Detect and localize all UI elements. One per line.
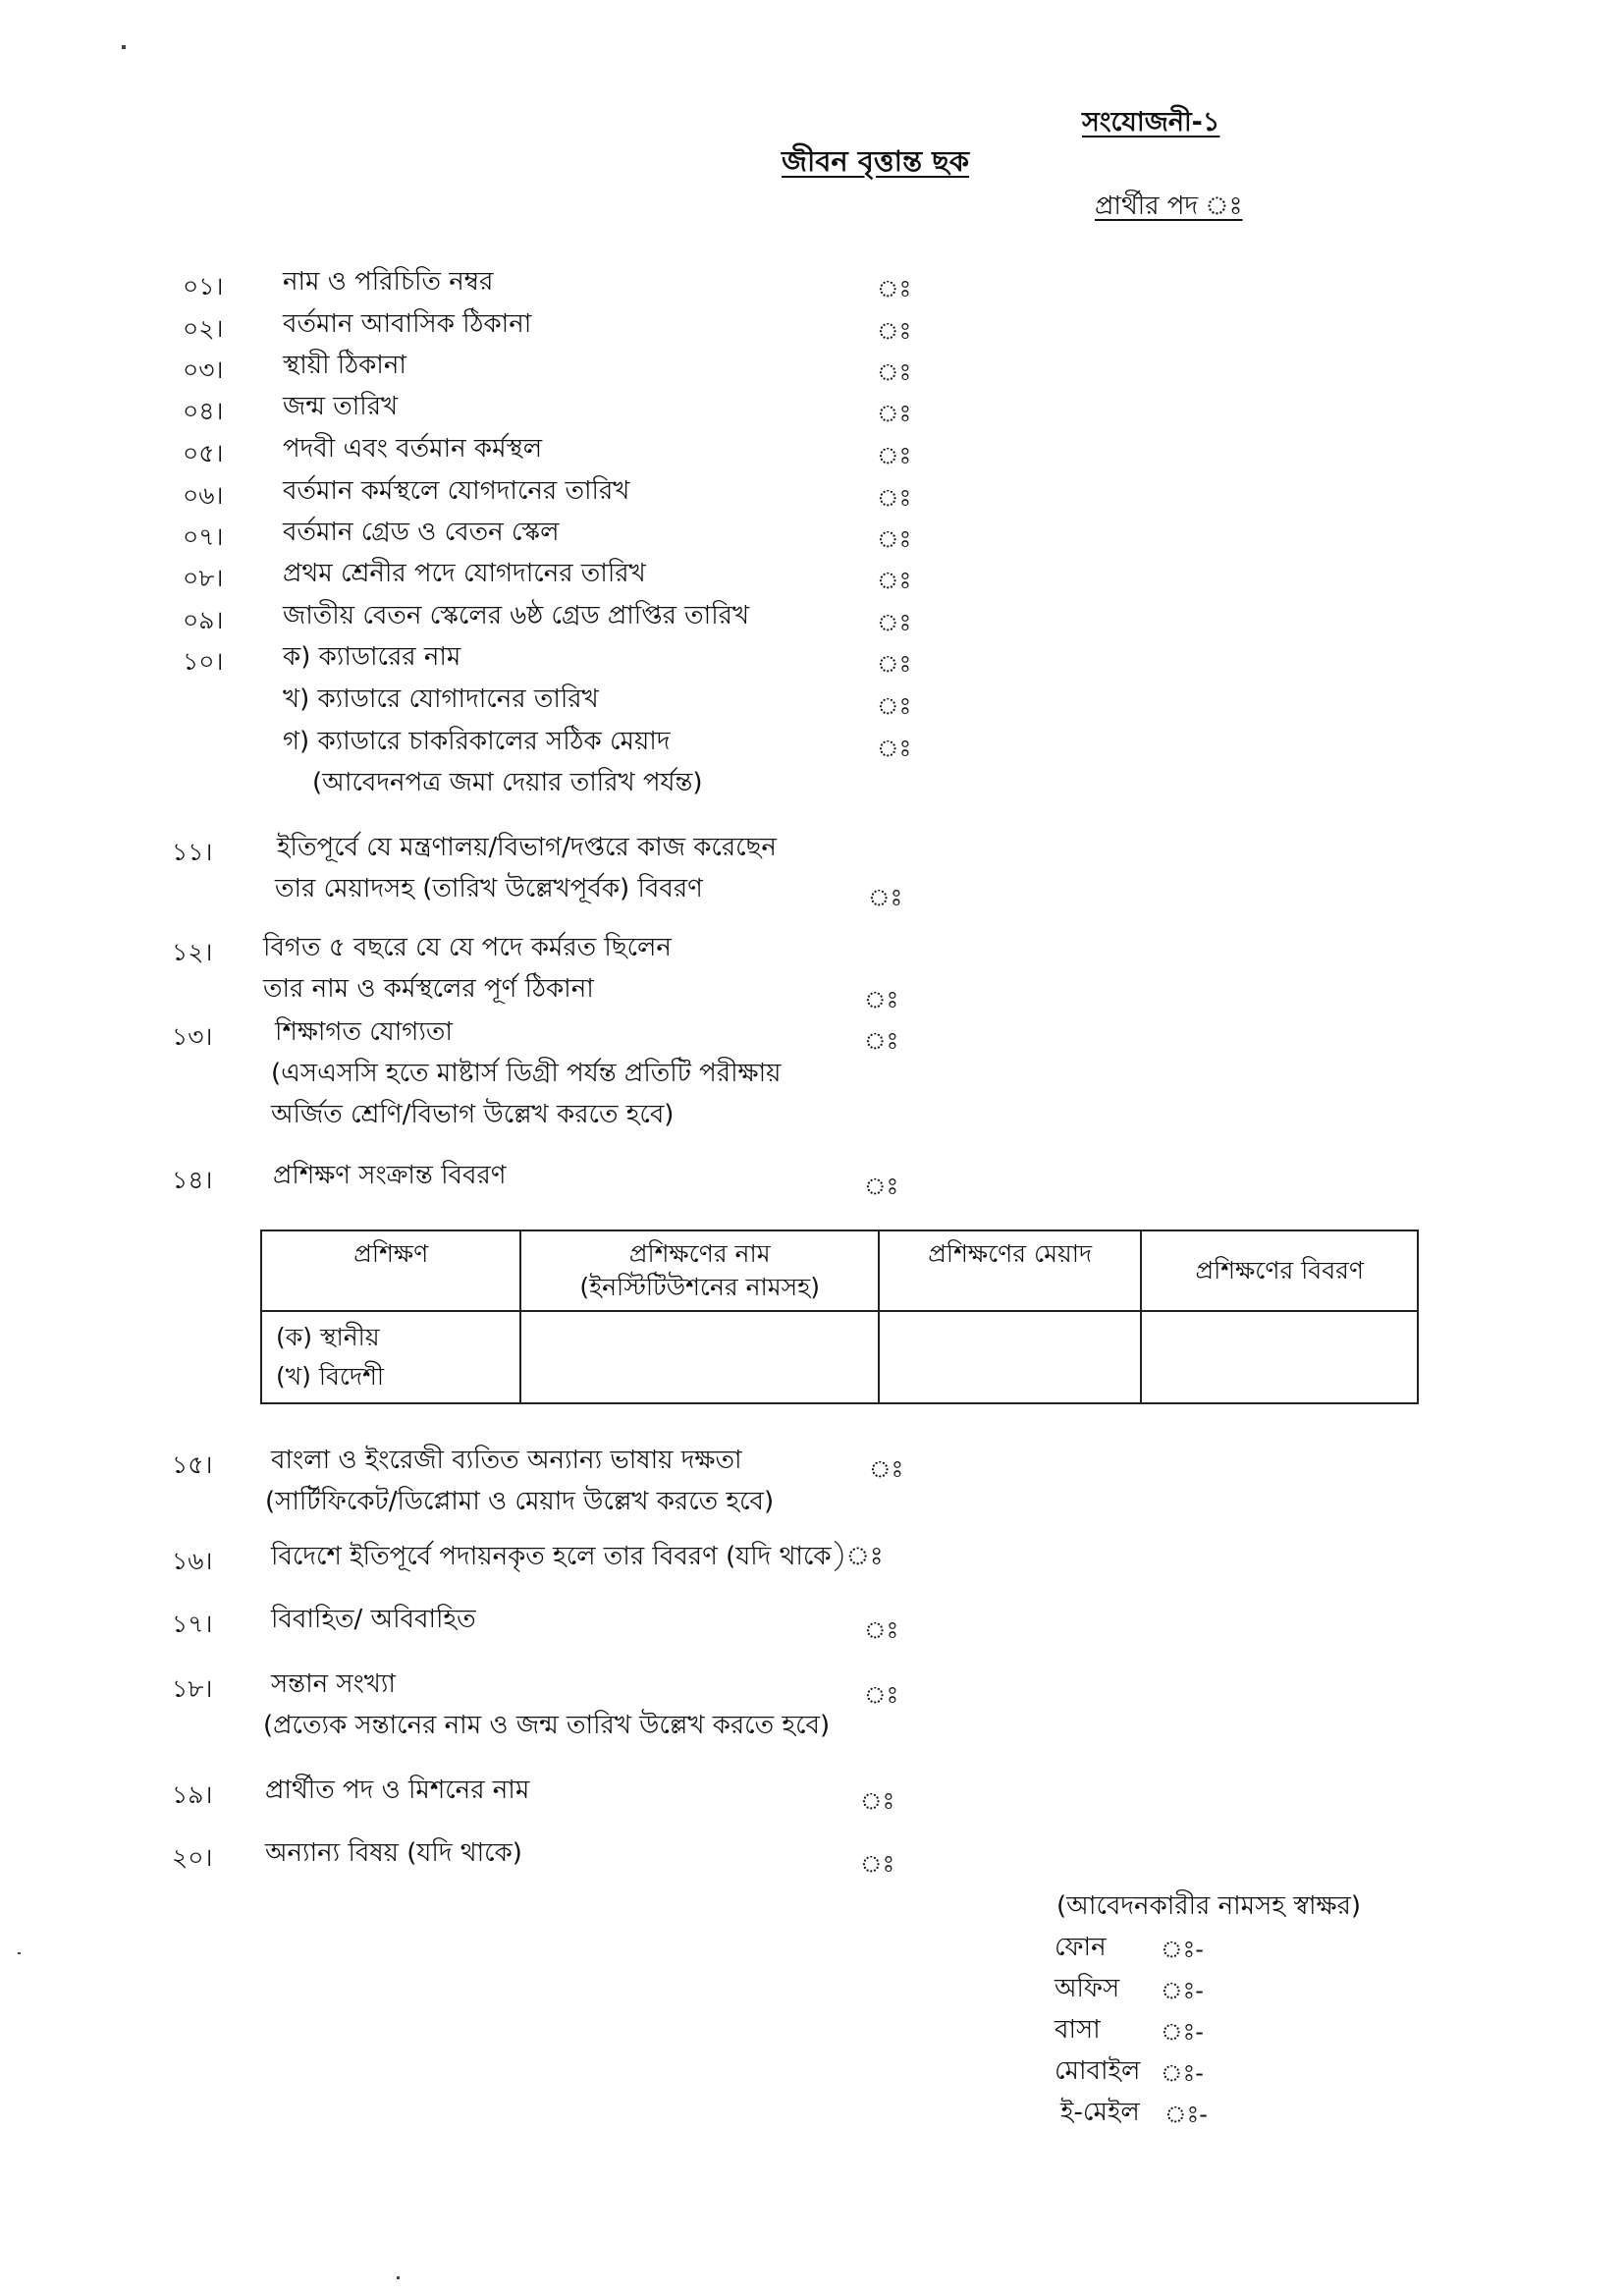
colon-separator: ঃ: [869, 1455, 904, 1483]
item-number: ১৯।: [172, 1780, 213, 1809]
item-number: ১৭।: [172, 1610, 213, 1638]
item-note: (প্রত্যেক সন্তানের নাম ও জন্ম তারিখ উল্লেখ করতে হবে): [263, 1711, 831, 1740]
colon-separator: ঃ: [877, 525, 912, 553]
contact-separator: ঃ-: [1161, 2018, 1204, 2046]
page-title: জীবন বৃত্তান্ত ছক: [782, 144, 970, 178]
item-number: ১১।: [172, 838, 213, 866]
table-header-cell: প্রশিক্ষণের বিবরণ: [1141, 1230, 1418, 1311]
colon-separator: ঃ: [877, 317, 912, 345]
training-table: [260, 1230, 1419, 1404]
annex-label: সংযোজনী-১: [1082, 107, 1220, 137]
item-number: ১২।: [172, 938, 213, 966]
contact-label-mobile: মোবাইল: [1055, 2056, 1141, 2086]
item-number: ১৮।: [172, 1674, 213, 1703]
contact-separator: ঃ-: [1161, 2059, 1204, 2087]
item-label: বর্তমান আবাসিক ঠিকানা: [283, 309, 532, 339]
item-sublabel: ক) ক্যাডারের নাম: [283, 642, 461, 672]
contact-separator: ঃ-: [1164, 2101, 1208, 2128]
item-label: নাম ও পরিচিতি নম্বর: [283, 267, 494, 297]
colon-separator: ঃ: [877, 484, 912, 512]
item-sublabel: খ) ক্যাডারে যোগাদানের তারিখ: [283, 684, 599, 714]
item-label: সন্তান সংখ্যা: [271, 1669, 396, 1699]
scan-speck: [397, 2276, 400, 2279]
colon-separator: ঃ: [877, 400, 912, 427]
table-header-row: [261, 1230, 1418, 1311]
colon-separator: ঃ: [864, 1173, 899, 1200]
colon-separator: ঃ: [877, 358, 912, 386]
item-number: ০৩।: [183, 355, 224, 384]
item-number: ১৩।: [172, 1022, 213, 1051]
item-label: বর্তমান গ্রেড ও বেতন স্কেল: [283, 518, 560, 547]
table-header-cell: প্রশিক্ষণ: [261, 1230, 520, 1311]
item-label: শিক্ষাগত যোগ্যতা: [275, 1017, 453, 1047]
item-label: স্থায়ী ঠিকানা: [283, 351, 406, 380]
row-label-foreign: (খ) বিদেশী: [276, 1362, 385, 1391]
item-number: ১৬।: [172, 1547, 213, 1575]
item-note: (এসএসসি হতে মাষ্টার্স ডিগ্রী পর্যন্ত প্রতিটি পরীক্ষায়: [271, 1059, 782, 1088]
colon-separator: ঃ: [877, 609, 912, 636]
item-sublabel: গ) ক্যাডারে চাকরিকালের সঠিক মেয়াদ: [283, 727, 671, 756]
item-label: প্রথম শ্রেনীর পদে যোগদানের তারিখ: [283, 559, 646, 588]
table-cell-blank: [520, 1311, 878, 1403]
item-label: বর্তমান কর্মস্থলে যোগদানের তারিখ: [283, 476, 630, 506]
colon-separator: ঃ: [877, 692, 912, 720]
item-number: ১৫।: [172, 1450, 213, 1479]
contact-label-email: ই-মেইল: [1060, 2098, 1140, 2127]
item-number: ০৫।: [183, 439, 224, 467]
table-cell-training-type: [261, 1311, 520, 1403]
item-label: ইতিপূর্বে যে মন্ত্রণালয়/বিভাগ/দপ্তরে কাজ করেছেন: [277, 833, 777, 862]
item-label: বিবাহিত/ অবিবাহিত: [271, 1605, 476, 1634]
item-label: তার মেয়াদসহ (তারিখ উল্লেখপূর্বক) বিবরণ: [275, 874, 703, 903]
item-note: (সার্টিফিকেট/ডিপ্লোমা ও মেয়াদ উল্লেখ করতে হবে): [265, 1487, 775, 1516]
contact-label-phone: ফোন: [1055, 1933, 1107, 1962]
item-number: ১০।: [183, 647, 224, 676]
table-cell-blank: [879, 1311, 1142, 1403]
colon-separator: ঃ: [877, 567, 912, 594]
item-label: প্রশিক্ষণ সংক্রান্ত বিবরণ: [273, 1161, 507, 1190]
contact-separator: ঃ-: [1161, 1977, 1204, 2004]
colon-separator: ঃ: [868, 884, 903, 911]
post-label: প্রার্থীর পদ ঃ: [1095, 191, 1243, 221]
item-label: অন্যান্য বিষয় (যদি থাকে): [265, 1838, 522, 1868]
colon-separator: ঃ: [864, 1616, 899, 1644]
item-number: ০৮।: [183, 564, 224, 592]
colon-separator: ঃ: [877, 735, 912, 762]
item-number: ০১।: [183, 272, 224, 301]
scan-speck: [122, 45, 126, 49]
contact-separator: ঃ-: [1161, 1936, 1204, 1963]
item-label: জাতীয় বেতন স্কেলের ৬ষ্ঠ গ্রেড প্রাপ্তির তারিখ: [283, 601, 750, 630]
row-label-local: (ক) স্থানীয়: [276, 1323, 380, 1351]
colon-separator: ঃ: [877, 650, 912, 678]
item-label: জন্ম তারিখ: [283, 392, 399, 421]
item-label: প্রার্থীত পদ ও মিশনের নাম: [265, 1776, 530, 1805]
colon-separator: ঃ: [864, 1027, 899, 1055]
colon-separator: ঃ: [877, 442, 912, 469]
signature-caption: (আবেদনকারীর নামসহ স্বাক্ষর): [1056, 1891, 1362, 1921]
colon-separator: ঃ: [860, 1850, 895, 1878]
colon-separator: ঃ: [864, 986, 899, 1013]
contact-label-home: বাসা: [1055, 2015, 1101, 2045]
contact-label-office: অফিস: [1055, 1974, 1120, 2003]
colon-separator: ঃ: [860, 1787, 895, 1815]
item-number: ০৪।: [183, 397, 224, 425]
table-header-cell: প্রশিক্ষণের নাম (ইনস্টিটিউশনের নামসহ): [520, 1230, 878, 1311]
item-number: ২০।: [172, 1843, 213, 1872]
colon-separator: ঃ: [864, 1681, 899, 1709]
item-label: তার নাম ও কর্মস্থলের পূর্ণ ঠিকানা: [263, 974, 594, 1004]
item-label: বাংলা ও ইংরেজী ব্যতিত অন্যান্য ভাষায় দক্ষতা: [271, 1446, 742, 1475]
item-number: ১৪।: [172, 1166, 213, 1194]
colon-separator: ঃ: [877, 275, 912, 302]
table-cell-blank: [1141, 1311, 1418, 1403]
item-label: বিদেশে ইতিপূর্বে পদায়নকৃত হলে তার বিবরণ (যদি থাকে)ঃ: [271, 1542, 884, 1571]
item-label: পদবী এবং বর্তমান কর্মস্থল: [283, 434, 543, 464]
item-number: ০৬।: [183, 481, 224, 510]
item-number: ০৭।: [183, 522, 224, 551]
scan-speck: [18, 1952, 21, 1954]
table-row: [261, 1311, 1418, 1403]
item-note: (আবেদনপত্র জমা দেয়ার তারিখ পর্যন্ত): [312, 768, 703, 797]
item-label: বিগত ৫ বছরে যে যে পদে কর্মরত ছিলেন: [263, 933, 672, 962]
table-header-cell: প্রশিক্ষণের মেয়াদ: [879, 1230, 1142, 1311]
item-number: ০৯।: [183, 606, 224, 634]
item-number: ০২।: [183, 314, 224, 343]
item-note: অর্জিত শ্রেণি/বিভাগ উল্লেখ করতে হবে): [271, 1100, 675, 1129]
